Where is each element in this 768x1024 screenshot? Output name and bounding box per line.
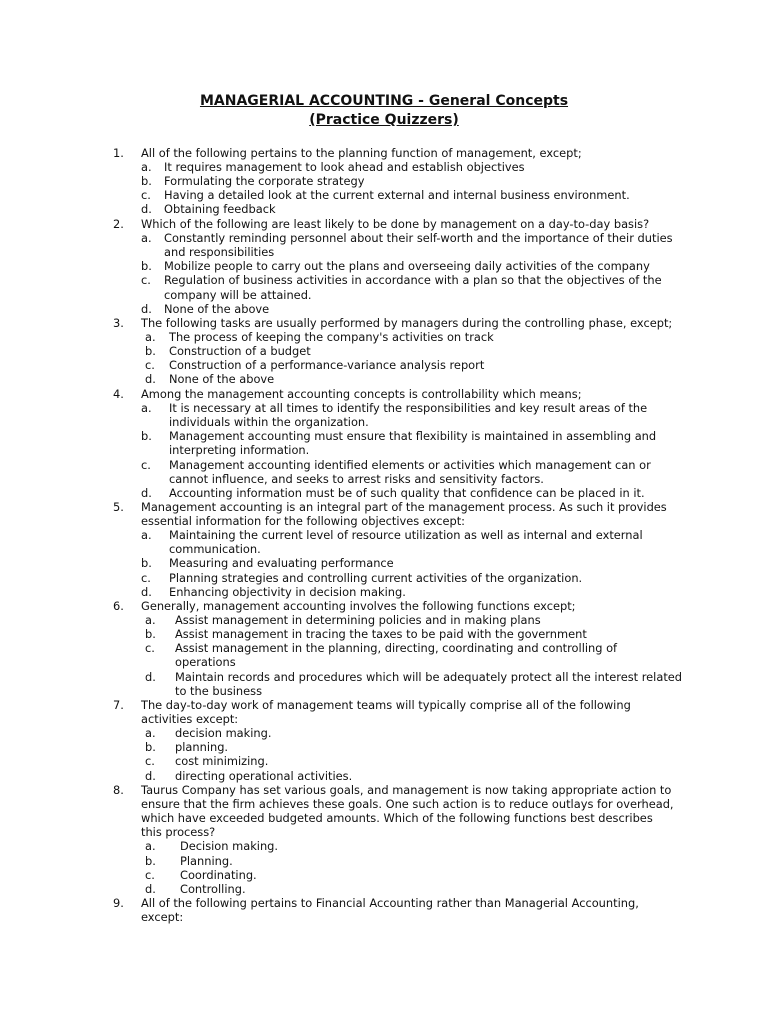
question-text: which have exceeded budgeted amounts. Which of the following functions best describes (141, 811, 653, 826)
option-letter: c. (141, 273, 151, 288)
option-text: Measuring and evaluating performance (169, 556, 394, 571)
question-number: 5. (113, 500, 124, 514)
option-letter: b. (141, 429, 152, 444)
option-letter: a. (141, 160, 152, 175)
option-letter: c. (145, 358, 155, 373)
option-text: Construction of a budget (169, 344, 311, 359)
option-letter: b. (145, 627, 156, 642)
option-text: Maintain records and procedures which will be adequately protect all the interest related (175, 669, 683, 684)
option-text: Regulation of business activities in accordance with a plan so that the objectives of the (164, 273, 662, 288)
option-text: Obtaining feedback (164, 202, 276, 217)
question-text: Generally, management accounting involves the following functions except; (141, 599, 576, 613)
option-text: Coordinating. (180, 867, 257, 882)
option-text: operations (175, 655, 236, 670)
option-letter: d. (141, 584, 152, 599)
option-text: communication. (169, 542, 261, 557)
option-text: Maintaining the current level of resource utilization as well as internal and external (169, 528, 643, 543)
option-letter: d. (145, 372, 156, 387)
option-text: Controlling. (180, 881, 246, 896)
question-number: 8. (113, 783, 124, 797)
option-letter: b. (141, 556, 152, 571)
option-text: individuals within the organization. (169, 415, 369, 430)
question-text: The day-to-day work of management teams will typically comprise all of the following (141, 698, 631, 712)
document-title: MANAGERIAL ACCOUNTING - General Concepts (199, 93, 569, 109)
question-number: 9. (113, 896, 124, 910)
option-text: Management accounting identified elements or activities which management can or (169, 457, 651, 472)
question-text: Among the management accounting concepts is controllability which means; (141, 387, 582, 401)
option-text: Formulating the corporate strategy (164, 174, 365, 189)
document-subtitle: (Practice Quizzers) (309, 112, 459, 128)
question-text: Management accounting is an integral part of the management process. As such it provides (141, 500, 667, 514)
option-text: The process of keeping the company's activities on track (169, 330, 494, 345)
question-text: this process? (141, 825, 216, 840)
option-text: cost minimizing. (175, 754, 269, 769)
option-text: None of the above (164, 301, 270, 316)
option-letter: b. (141, 259, 152, 274)
option-letter: b. (145, 344, 156, 359)
option-letter: a. (145, 330, 156, 345)
question-number: 3. (113, 316, 124, 330)
question-number: 4. (113, 387, 124, 401)
option-text: Constantly reminding personnel about their self-worth and the importance of their duties (164, 231, 673, 246)
option-letter: d. (141, 301, 152, 316)
option-letter: b. (141, 174, 152, 189)
option-letter: c. (141, 188, 151, 203)
option-letter: d. (141, 202, 152, 217)
option-text: Assist management in determining policies and in making plans (175, 613, 541, 628)
option-text: Planning. (180, 853, 233, 868)
option-text: Management accounting must ensure that flexibility is maintained in assembling and (169, 429, 657, 444)
option-letter: c. (141, 457, 151, 472)
question-text: The following tasks are usually performed by managers during the controlling phase, except; (141, 316, 673, 330)
option-letter: c. (145, 867, 155, 882)
option-letter: a. (145, 613, 156, 628)
option-text: Planning strategies and controlling current activities of the organization. (169, 570, 583, 585)
option-letter: c. (145, 641, 155, 656)
option-letter: b. (145, 740, 156, 755)
option-text: Assist management in tracing the taxes to be paid with the government (175, 627, 587, 642)
option-text: Mobilize people to carry out the plans and overseeing daily activities of the company (164, 259, 650, 274)
question-text: Which of the following are least likely to be done by management on a day-to-day basis? (141, 217, 650, 231)
option-text: Having a detailed look at the current external and internal business environment. (164, 188, 630, 203)
option-text: planning. (175, 740, 229, 755)
option-text: Construction of a performance-variance analysis report (169, 358, 485, 373)
question-text: essential information for the following objectives except: (141, 514, 466, 529)
option-text: to the business (175, 683, 263, 698)
option-letter: d. (141, 485, 152, 500)
option-text: None of the above (169, 372, 275, 387)
option-text: Enhancing objectivity in decision making. (169, 584, 406, 599)
option-text: company will be attained. (164, 287, 312, 302)
option-letter: b. (145, 853, 156, 868)
option-text: It is necessary at all times to identify the responsibilities and key result areas of the (169, 401, 648, 416)
option-text: and responsibilities (164, 245, 275, 260)
question-number: 7. (113, 698, 124, 712)
question-text: All of the following pertains to Financial Accounting rather than Managerial Accounting, (141, 896, 639, 910)
option-letter: a. (145, 839, 156, 854)
option-letter: c. (141, 570, 151, 585)
option-text: cannot influence, and seeks to arrest risks and sensitivity factors. (169, 471, 544, 486)
option-text: Assist management in the planning, directing, coordinating and controlling of (175, 641, 618, 656)
option-text: directing operational activities. (175, 768, 353, 783)
option-text: Accounting information must be of such quality that confidence can be placed in it. (169, 485, 645, 500)
option-letter: d. (145, 669, 156, 684)
question-text: All of the following pertains to the planning function of management, except; (141, 146, 582, 160)
option-text: It requires management to look ahead and establish objectives (164, 160, 525, 175)
option-letter: d. (145, 881, 156, 896)
option-letter: a. (145, 726, 156, 741)
option-letter: a. (141, 528, 152, 543)
option-letter: a. (141, 231, 152, 246)
option-text: interpreting information. (169, 443, 310, 458)
option-letter: c. (145, 754, 155, 769)
question-number: 2. (113, 217, 124, 231)
question-text: activities except: (141, 712, 239, 727)
question-text: except: (141, 910, 184, 925)
option-letter: d. (145, 768, 156, 783)
question-text: Taurus Company has set various goals, and management is now taking appropriate action to (141, 783, 672, 797)
question-number: 1. (113, 146, 124, 160)
option-letter: a. (141, 401, 152, 416)
question-text: ensure that the firm achieves these goals. One such action is to reduce outlays for overhead, (141, 797, 674, 812)
option-text: decision making. (175, 726, 272, 741)
option-text: Decision making. (180, 839, 279, 854)
question-number: 6. (113, 599, 124, 613)
